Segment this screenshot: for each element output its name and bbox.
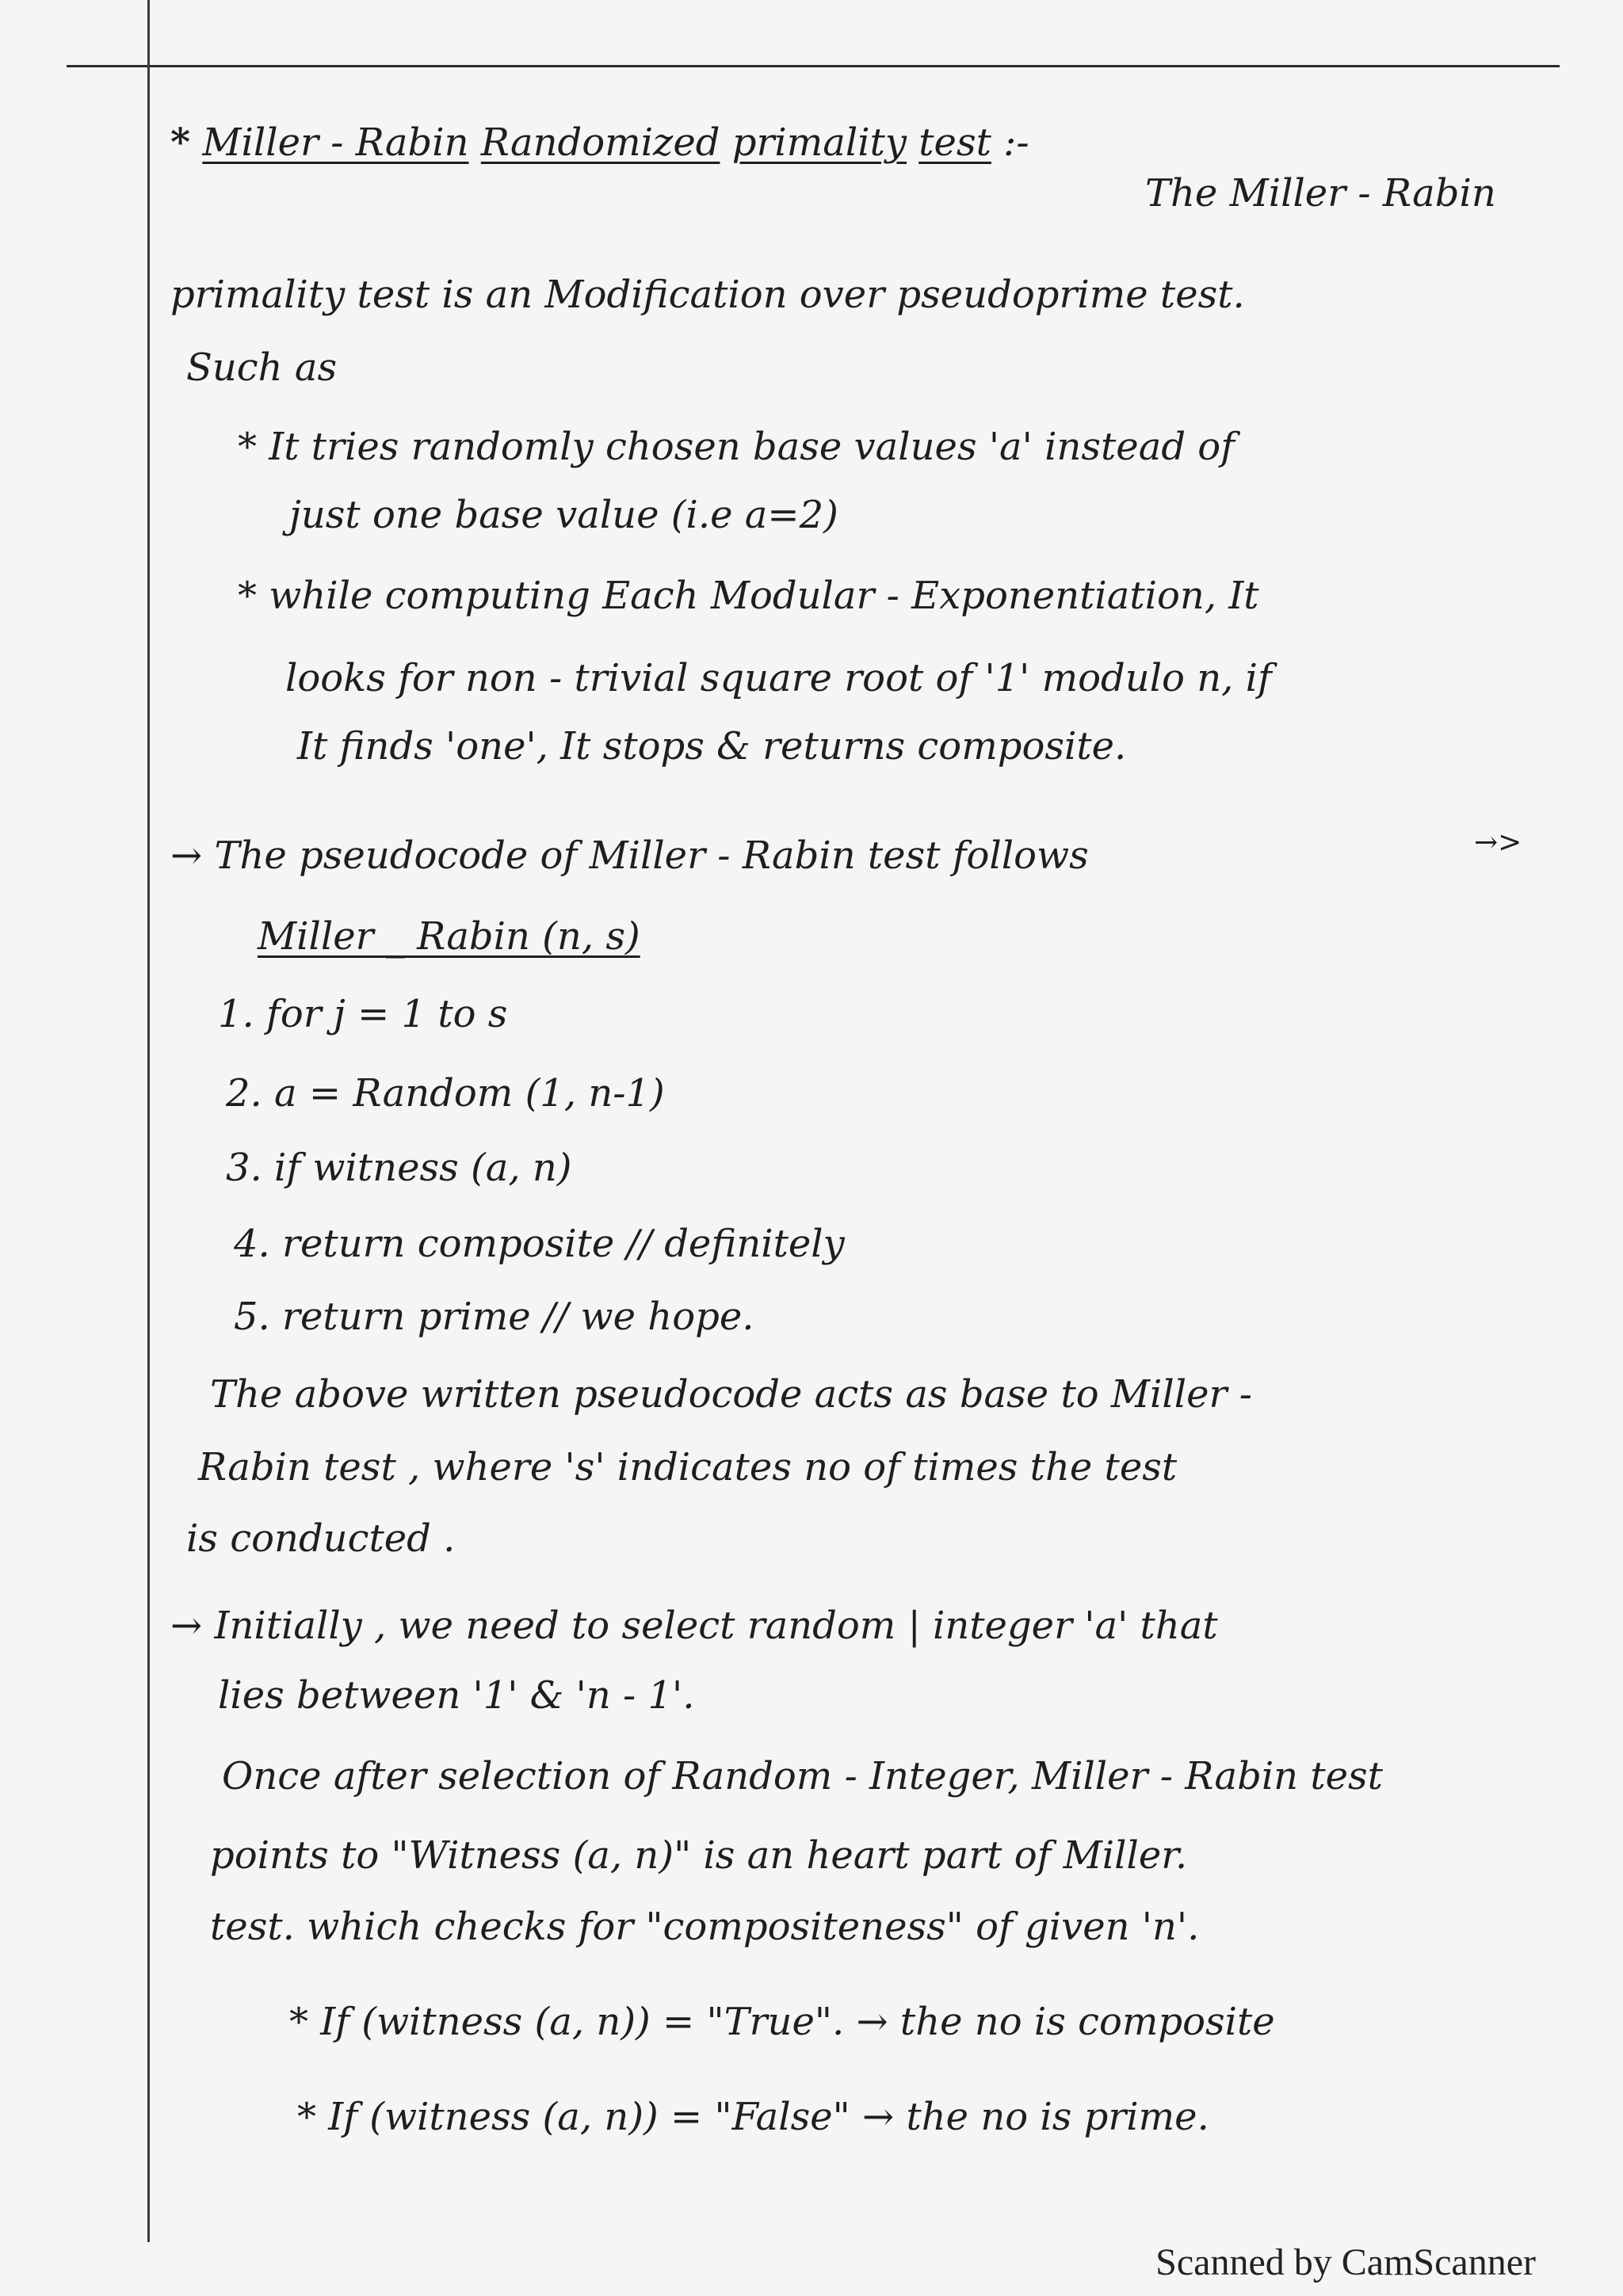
scanner-watermark: Scanned by CamScanner: [1155, 2241, 1536, 2283]
pseudocode-intro: → The pseudocode of Miller - Rabin test follows: [170, 833, 1089, 878]
margin-line: [147, 0, 150, 2242]
case-composite: * If (witness (a, n)) = "True". → the no is composite: [289, 2000, 1275, 2044]
pseudocode-step-1: 1. for j = 1 to s: [218, 992, 508, 1036]
title-suffix: :-: [1003, 120, 1029, 165]
title-part1: Miller - Rabin: [202, 120, 469, 165]
bullet2-line-b: looks for non - trivial square root of '1' modulo n, if: [285, 656, 1272, 700]
bullet1-line-b: just one base value (i.e a=2): [289, 493, 838, 537]
once-line-3: test. which checks for "compositeness" of given 'n'.: [210, 1905, 1200, 1949]
title-star: *: [170, 120, 191, 165]
bullet2-line-a: * while computing Each Modular - Exponentiation, It: [238, 574, 1259, 618]
intro-line-1: The Miller - Rabin: [1145, 171, 1496, 215]
after-line-1: The above written pseudocode acts as base to Miller -: [210, 1372, 1252, 1417]
pseudocode-step-5: 5. return prime // we hope.: [234, 1295, 754, 1339]
case-prime: * If (witness (a, n)) = "False" → the no is prime.: [297, 2095, 1209, 2139]
after-line-3: is conducted .: [186, 1516, 456, 1561]
continuation-arrow: →>: [1474, 826, 1522, 859]
intro-line-2: primality test is an Modification over pseudoprime test.: [170, 273, 1245, 317]
init-line-1: → Initially , we need to select random | integer 'a' that: [170, 1604, 1218, 1648]
page-title: [170, 120, 1029, 165]
title-part3: primality: [731, 120, 907, 165]
bullet2-line-c: It finds 'one', It stops & returns composite.: [297, 724, 1127, 769]
pseudocode-step-3: 3. if witness (a, n): [226, 1146, 572, 1190]
once-line-2: points to "Witness (a, n)" is an heart part of Miller.: [210, 1833, 1188, 1878]
pseudocode-step-2: 2. a = Random (1, n-1): [226, 1071, 665, 1116]
bullet1-line-a: * It tries randomly chosen base values 'a' instead of: [238, 425, 1235, 469]
top-rule: [67, 65, 1560, 67]
init-line-2: lies between '1' & 'n - 1'.: [218, 1673, 695, 1718]
after-line-2: Rabin test , where 's' indicates no of times the test: [198, 1445, 1178, 1489]
pseudocode-header: Miller _ Rabin (n, s): [258, 914, 640, 959]
title-part4: test: [918, 120, 991, 165]
once-line-1: Once after selection of Random - Integer, Miller - Rabin test: [222, 1754, 1383, 1798]
pseudocode-step-4: 4. return composite // definitely: [234, 1222, 845, 1266]
intro-line-3: Such as: [186, 345, 338, 390]
title-part2: Randomized: [480, 120, 720, 165]
